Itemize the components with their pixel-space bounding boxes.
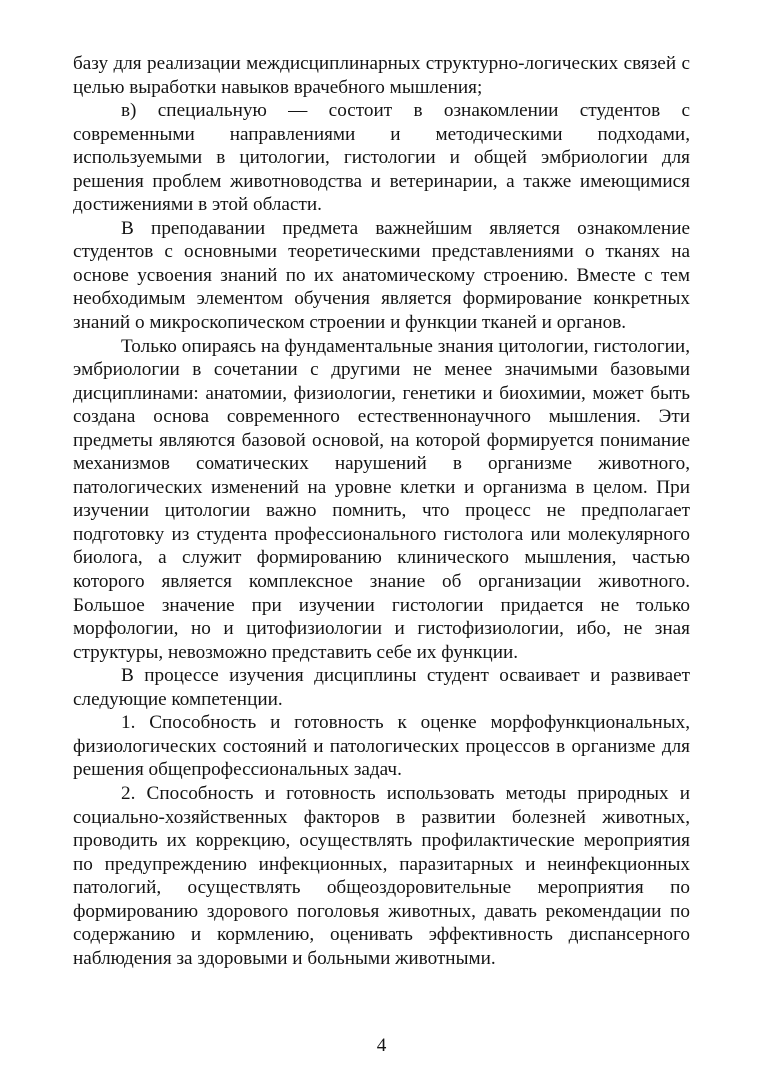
competency-item-2: 2. Способность и готовность использовать методы природных и социально-хозяйственных факторов в развитии болезней животных, проводить их коррекцию, осуществлять профилактические мероприятия по предупреждению инфекционных, паразитарных и неинфекционных патологий, осуществлять общеоздоровительные мероприятия по формированию здорового поголовья животных, давать рекомендации по содержанию и кормлению, оценивать эффективность диспансерного наблюдения за здоровыми и больными животными. (73, 782, 690, 969)
paragraph-competencies-intro: В процессе изучения дисциплины студент осваивает и развивает следующие компетенции. (73, 665, 690, 710)
competency-item-1: 1. Способность и готовность к оценке морфофункциональных, физиологических состояний и патологических процессов в организме для решения общепрофессиональных задач. (73, 712, 690, 781)
paragraph-continuation: базу для реализации междисциплинарных структурно-логических связей с целью выработки навыков врачебного мышления; (73, 53, 690, 98)
paragraph-fundamental-knowledge: Только опираясь на фундаментальные знания цитологии, гистологии, эмбриологии в сочетании с другими не менее значимыми базовыми дисциплинами: анатомии, физиологии, генетики и биохимии, может быть создана основа современного естественнонаучного мышления. Эти предметы являются базовой основой, на которой формируется понимание механизмов соматических нарушений в организме животного, патологических изменений на уровне клетки и организма в целом. При изучении цитологии важно помнить, что процесс не предполагает подготовку из студента профессионального гистолога или молекулярного биолога, а служит формированию клинического мышления, частью которого является комплексное знание об организации животного. Большое значение при изучении гистологии придается не только морфологии, но и цитофизиологии и гистофизиологии, ибо, не зная структуры, невозможно представить себе их функции. (73, 335, 690, 663)
paragraph-special-component: в) специальную — состоит в ознакомлении студентов с современными направлениями и методическими подходами, используемыми в цитологии, гистологии и общей эмбриологии для решения проблем животноводства и ветеринарии, а также имеющимися достижениями в этой области. (73, 100, 690, 216)
paragraph-teaching-priorities: В преподавании предмета важнейшим является ознакомление студентов с основными теоретическими представлениями о тканях на основе усвоения знаний по их анатомическому строению. Вместе с тем необходимым элементом обучения является формирование конкретных знаний о микроскопическом строении и функции тканей и органов. (73, 217, 690, 334)
page-body (73, 52, 690, 970)
page-number: 4 (376, 1035, 387, 1056)
